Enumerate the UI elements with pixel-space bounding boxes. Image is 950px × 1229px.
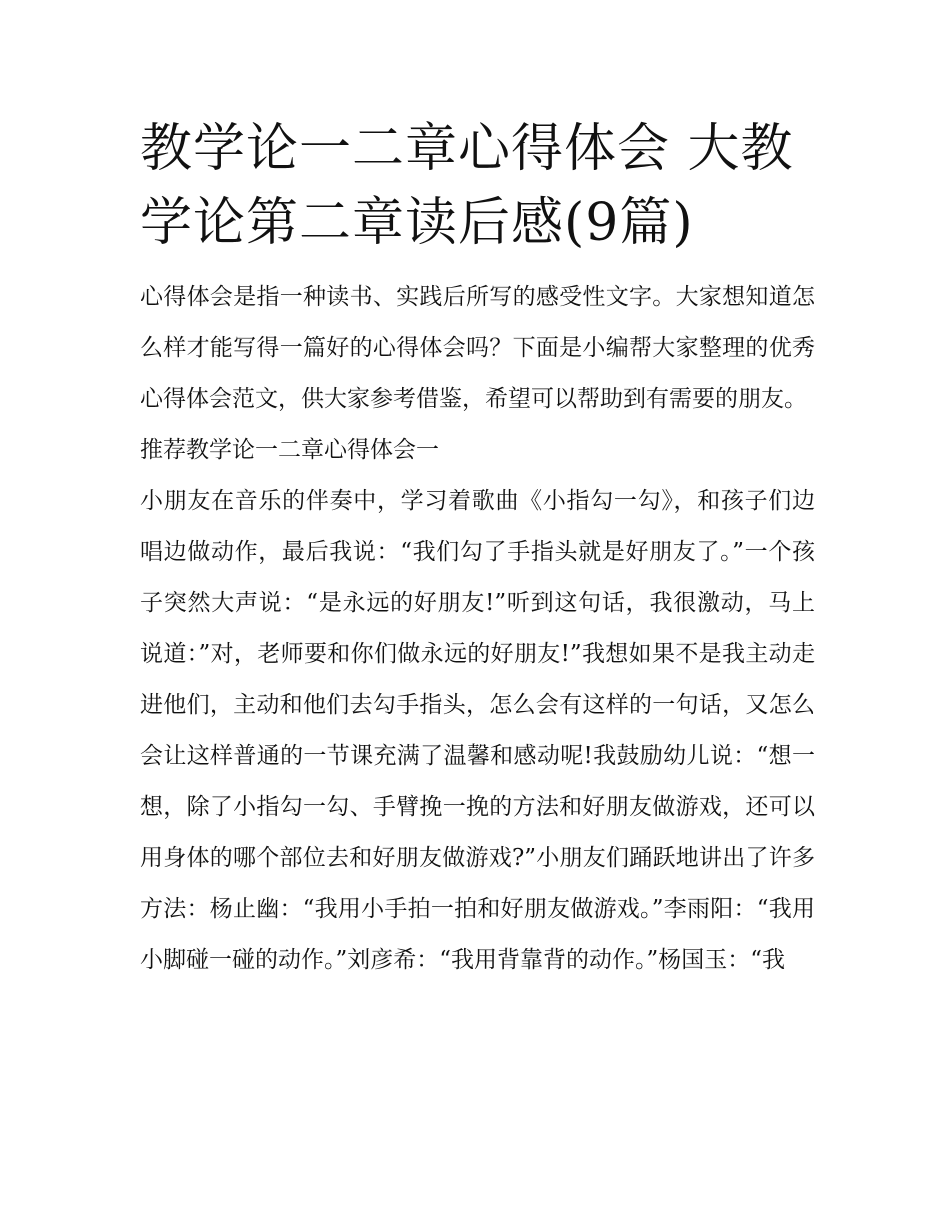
document-body xyxy=(140,272,815,986)
section-heading: 推荐教学论一二章心得体会一 xyxy=(140,437,439,463)
document-title: 教学论一二章心得体会 大教学论第二章读后感(9篇) xyxy=(140,119,794,253)
intro-paragraph: 心得体会是指一种读书、实践后所写的感受性文字。大家想知道怎么样才能写得一篇好的心得体会吗？下面是小编帮大家整理的优秀心得体会范文，供大家参考借鉴，希望可以帮助到有需要的朋友。 xyxy=(140,284,815,412)
document-page xyxy=(140,112,815,986)
body-paragraph: 小朋友在音乐的伴奏中，学习着歌曲《小指勾一勾》，和孩子们边唱边做动作，最后我说：“我们勾了手指头就是好朋友了。”一个孩子突然大声说：“是永远的好朋友!”听到这句话，我很激动，马上说道：”对，老师要和你们做永远的好朋友!”我想如果不是我主动走进他们，主动和他们去勾手指头，怎么会有这样的一句话，又怎么会让这样普通的一节课充满了温馨和感动呢!我鼓励幼儿说：“想一想，除了小指勾一勾、手臂挽一挽的方法和好朋友做游戏，还可以用身体的哪个部位去和好朋友做游戏?”小朋友们踊跃地讲出了许多方法：杨止幽：“我用小手拍一拍和好朋友做游戏。”李雨阳：“我用小脚碰一碰的动作。”刘彦希：“我用背靠背的动作。”杨国玉：“我 xyxy=(140,488,815,973)
